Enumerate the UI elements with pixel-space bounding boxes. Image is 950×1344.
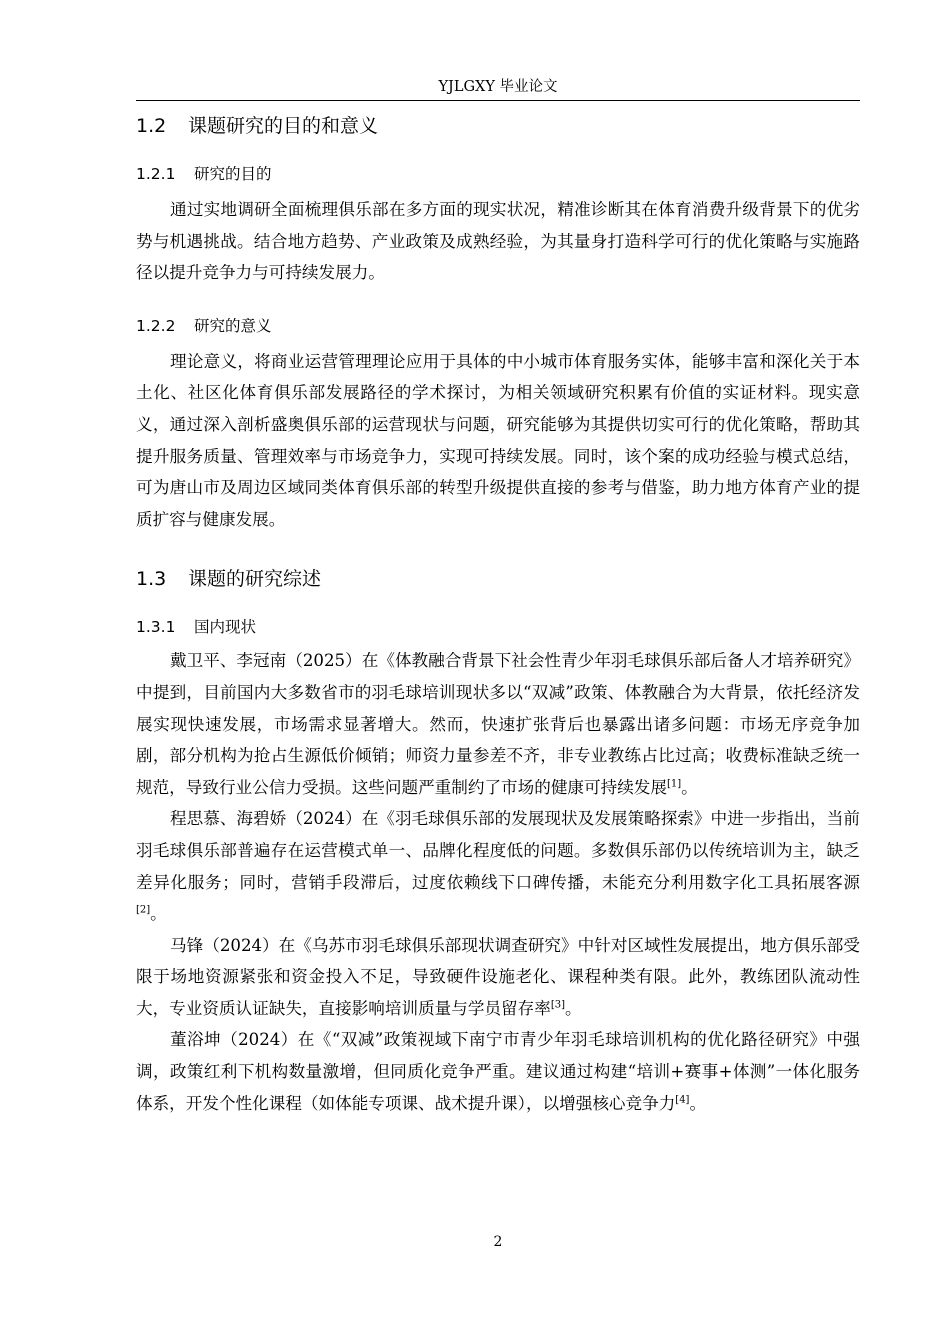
subsection-title: 研究的目的 (194, 165, 272, 183)
header-rule (136, 100, 860, 101)
subsection-heading-1-2-2 (136, 314, 860, 338)
section-title: 课题研究的目的和意义 (188, 115, 379, 137)
citation-ref: [3] (550, 999, 566, 1011)
subsection-number: 1.3.1 (136, 618, 176, 637)
citation-ref: [2] (136, 904, 151, 916)
paragraph-text: 马锋（2024）在《乌苏市羽毛球俱乐部现状调查研究》中针对区域性发展提出，地方俱乐部受限于场地资源紧张和资金投入不足，导致硬件设施老化、课程种类有限。此外，教练团队流动性大，专业资质认证缺失，直接影响培训质量与学员留存率 (136, 935, 860, 1018)
subsection-heading-1-2-1 (136, 162, 860, 186)
paragraph-review-1 (136, 645, 860, 803)
section-title: 课题的研究综述 (188, 568, 322, 591)
section-heading-1-2 (136, 112, 860, 140)
section-heading-1-3 (136, 565, 860, 593)
paragraph-end: 。 (681, 777, 698, 797)
paragraph-review-3 (136, 930, 860, 1025)
paragraph-review-2 (136, 803, 860, 929)
paragraph-significance: 理论意义，将商业运营管理理论应用于具体的中小城市体育服务实体，能够丰富和深化关于本土化、社区化体育俱乐部发展路径的学术探讨，为相关领域研究积累有价值的实证材料。现实意义，通过深入剖析盛奥俱乐部的运营现状与问题，研究能够为其提供切实可行的优化策略，帮助其提升服务质量、管理效率与市场竞争力，实现可持续发展。同时，该个案的成功经验与模式总结，可为唐山市及周边区域同类体育俱乐部的转型升级提供直接的参考与借鉴，助力地方体育产业的提质扩容与健康发展。 (136, 351, 860, 529)
page-number: 2 (493, 1234, 503, 1250)
citation-ref: [4] (675, 1094, 690, 1106)
subsection-heading-1-3-1 (136, 615, 860, 639)
section-number: 1.3 (136, 568, 167, 591)
subsection-title: 研究的意义 (194, 316, 272, 335)
paragraph-end: 。 (150, 904, 167, 924)
subsection-number: 1.2.1 (136, 165, 176, 183)
subsection-number: 1.2.2 (136, 316, 176, 335)
section-number: 1.2 (136, 115, 167, 137)
subsection-title: 国内现状 (194, 618, 257, 637)
paragraph-text: 程思慕、海碧娇（2024）在《羽毛球俱乐部的发展现状及发展策略探索》中进一步指出，当前羽毛球俱乐部普遍存在运营模式单一、品牌化程度低的问题。多数俱乐部仍以传统培训为主，缺乏差异化服务；同时，营销手段滞后，过度依赖线下口碑传播，未能充分利用数字化工具拓展客源 (136, 809, 860, 892)
page-content (136, 112, 860, 1119)
paragraph-purpose: 通过实地调研全面梳理俱乐部在多方面的现实状况，精准诊断其在体育消费升级背景下的优劣势与机遇挑战。结合地方趋势、产业政策及成熟经验，为其量身打造科学可行的优化策略与实施路径以提升竞争力与可持续发展力。 (136, 200, 860, 283)
citation-ref: [1] (667, 778, 682, 790)
paragraph-text: 董浴坤（2024）在《“双减”政策视域下南宁市青少年羽毛球培训机构的优化路径研究》中强调，政策红利下机构数量激增，但同质化竞争严重。建议通过构建“培训+赛事+体测”一体化服务体系，开发个性化课程（如体能专项课、战术提升课），以增强核心竞争力 (136, 1030, 860, 1113)
paragraph-end: 。 (565, 998, 582, 1018)
paragraph-end: 。 (689, 1093, 707, 1113)
paragraph-text: 戴卫平、李冠南（2025）在《体教融合背景下社会性青少年羽毛球俱乐部后备人才培养研究》中提到，目前国内大多数省市的羽毛球培训现状多以“双减”政策、体教融合为大背景，依托经济发展实现快速发展，市场需求显著增大。然而，快速扩张背后也暴露出诸多问题：市场无序竞争加剧，部分机构为抢占生源低价倾销；师资力量参差不齐，非专业教练占比过高；收费标准缺乏统一规范，导致行业公信力受损。这些问题严重制约了市场的健康可持续发展 (136, 651, 860, 797)
running-header: YJLGXY 毕业论文 (438, 79, 558, 95)
paragraph-review-4 (136, 1024, 860, 1119)
